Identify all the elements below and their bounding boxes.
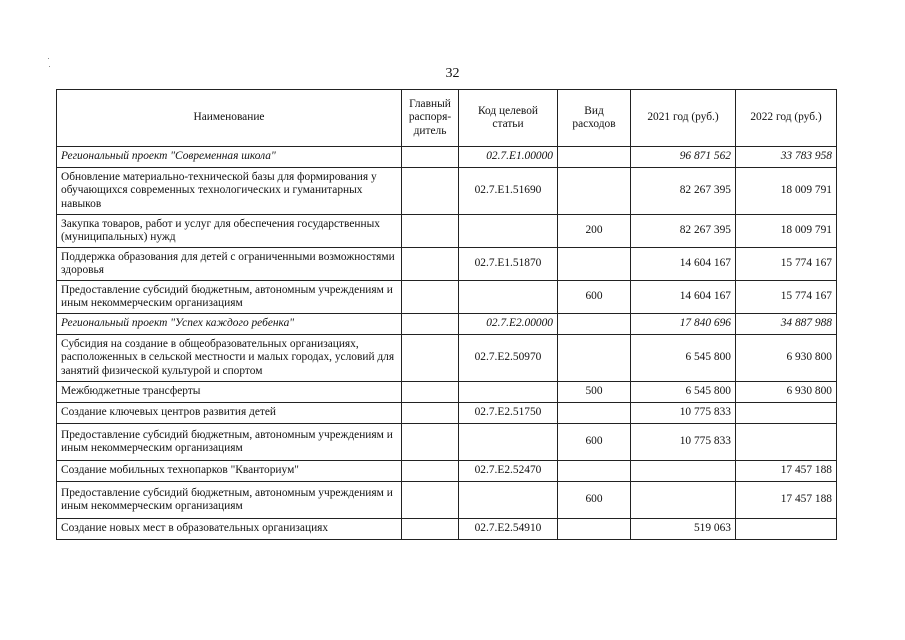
cell-main-manager xyxy=(402,314,459,335)
table-row xyxy=(57,248,837,281)
cell-2021: 6 545 800 xyxy=(631,382,736,403)
table-row xyxy=(57,461,837,482)
cell-expense-type xyxy=(558,519,631,540)
cell-main-manager xyxy=(402,461,459,482)
cell-2022: 18 009 791 xyxy=(736,168,837,215)
table-row xyxy=(57,215,837,248)
cell-main-manager xyxy=(402,482,459,519)
cell-main-manager xyxy=(402,424,459,461)
cell-main-manager xyxy=(402,281,459,314)
table-row xyxy=(57,403,837,424)
cell-expense-type xyxy=(558,314,631,335)
project-row xyxy=(57,147,837,168)
cell-main-manager xyxy=(402,335,459,382)
cell-target-code: 02.7.Е2.50970 xyxy=(459,335,558,382)
cell-name: Региональный проект "Современная школа" xyxy=(57,147,402,168)
cell-2021: 14 604 167 xyxy=(631,248,736,281)
cell-2021: 10 775 833 xyxy=(631,424,736,461)
cell-name: Создание мобильных технопарков "Кванториум" xyxy=(57,461,402,482)
cell-2021: 96 871 562 xyxy=(631,147,736,168)
cell-2021: 10 775 833 xyxy=(631,403,736,424)
cell-target-code xyxy=(459,215,558,248)
cell-target-code: 02.7.Е1.51870 xyxy=(459,248,558,281)
cell-expense-type xyxy=(558,335,631,382)
column-header-target-code: Код целевой статьи xyxy=(459,90,558,147)
cell-expense-type: 600 xyxy=(558,482,631,519)
table-row xyxy=(57,168,837,215)
cell-2022 xyxy=(736,424,837,461)
cell-target-code xyxy=(459,382,558,403)
table-body xyxy=(57,147,837,540)
cell-2021: 82 267 395 xyxy=(631,215,736,248)
cell-expense-type: 200 xyxy=(558,215,631,248)
cell-2021: 17 840 696 xyxy=(631,314,736,335)
column-header-expense-type: Вид расходов xyxy=(558,90,631,147)
header-row xyxy=(57,90,837,147)
cell-2022: 6 930 800 xyxy=(736,382,837,403)
cell-name: Межбюджетные трансферты xyxy=(57,382,402,403)
cell-2022 xyxy=(736,519,837,540)
column-header-2021: 2021 год (руб.) xyxy=(631,90,736,147)
cell-name: Обновление материально-технической базы для формирования у обучающихся современных технологических и гуманитарных навыков xyxy=(57,168,402,215)
cell-2021 xyxy=(631,482,736,519)
cell-2022: 6 930 800 xyxy=(736,335,837,382)
column-header-2022: 2022 год (руб.) xyxy=(736,90,837,147)
cell-name: Региональный проект "Успех каждого ребенка" xyxy=(57,314,402,335)
cell-target-code: 02.7.Е2.51750 xyxy=(459,403,558,424)
cell-target-code xyxy=(459,482,558,519)
cell-name: Создание новых мест в образовательных организациях xyxy=(57,519,402,540)
cell-name: Предоставление субсидий бюджетным, автономным учреждениям и иным некоммерческим организациям xyxy=(57,482,402,519)
cell-expense-type xyxy=(558,168,631,215)
page-number: 32 xyxy=(445,66,460,81)
cell-expense-type: 600 xyxy=(558,424,631,461)
table-row xyxy=(57,519,837,540)
cell-main-manager xyxy=(402,215,459,248)
cell-expense-type xyxy=(558,147,631,168)
cell-name: Закупка товаров, работ и услуг для обеспечения государственных (муниципальных) нужд xyxy=(57,215,402,248)
cell-expense-type xyxy=(558,248,631,281)
cell-main-manager xyxy=(402,248,459,281)
cell-name: Предоставление субсидий бюджетным, автономным учреждениям и иным некоммерческим организациям xyxy=(57,281,402,314)
cell-expense-type: 500 xyxy=(558,382,631,403)
cell-2022: 34 887 988 xyxy=(736,314,837,335)
cell-target-code: 02.7.Е2.00000 xyxy=(459,314,558,335)
project-row xyxy=(57,314,837,335)
cell-2021: 519 063 xyxy=(631,519,736,540)
cell-2022: 15 774 167 xyxy=(736,281,837,314)
table-row xyxy=(57,424,837,461)
cell-main-manager xyxy=(402,147,459,168)
cell-target-code: 02.7.Е2.54910 xyxy=(459,519,558,540)
table-row xyxy=(57,482,837,519)
cell-2022: 17 457 188 xyxy=(736,461,837,482)
cell-target-code: 02.7.Е1.00000 xyxy=(459,147,558,168)
column-header-main-manager: Главный распоря-дитель xyxy=(402,90,459,147)
budget-table xyxy=(56,89,837,540)
cell-target-code: 02.7.Е2.52470 xyxy=(459,461,558,482)
table-row xyxy=(57,335,837,382)
cell-2022 xyxy=(736,403,837,424)
cell-main-manager xyxy=(402,519,459,540)
cell-2021 xyxy=(631,461,736,482)
cell-2022: 33 783 958 xyxy=(736,147,837,168)
cell-expense-type: 600 xyxy=(558,281,631,314)
table-row xyxy=(57,281,837,314)
cell-target-code: 02.7.Е1.51690 xyxy=(459,168,558,215)
cell-2022: 18 009 791 xyxy=(736,215,837,248)
cell-2021: 82 267 395 xyxy=(631,168,736,215)
scan-speck xyxy=(48,58,49,59)
cell-expense-type xyxy=(558,403,631,424)
cell-2022: 17 457 188 xyxy=(736,482,837,519)
table-header xyxy=(57,90,837,147)
cell-2022: 15 774 167 xyxy=(736,248,837,281)
cell-name: Предоставление субсидий бюджетным, автономным учреждениям и иным некоммерческим организациям xyxy=(57,424,402,461)
table-row xyxy=(57,382,837,403)
column-header-name: Наименование xyxy=(57,90,402,147)
cell-target-code xyxy=(459,281,558,314)
cell-name: Субсидия на создание в общеобразовательных организациях, расположенных в сельской местности и малых городах, условий для занятий физической культурой и спортом xyxy=(57,335,402,382)
cell-target-code xyxy=(459,424,558,461)
cell-2021: 6 545 800 xyxy=(631,335,736,382)
cell-main-manager xyxy=(402,382,459,403)
cell-name: Создание ключевых центров развития детей xyxy=(57,403,402,424)
cell-main-manager xyxy=(402,168,459,215)
cell-expense-type xyxy=(558,461,631,482)
cell-main-manager xyxy=(402,403,459,424)
cell-name: Поддержка образования для детей с ограниченными возможностями здоровья xyxy=(57,248,402,281)
cell-2021: 14 604 167 xyxy=(631,281,736,314)
